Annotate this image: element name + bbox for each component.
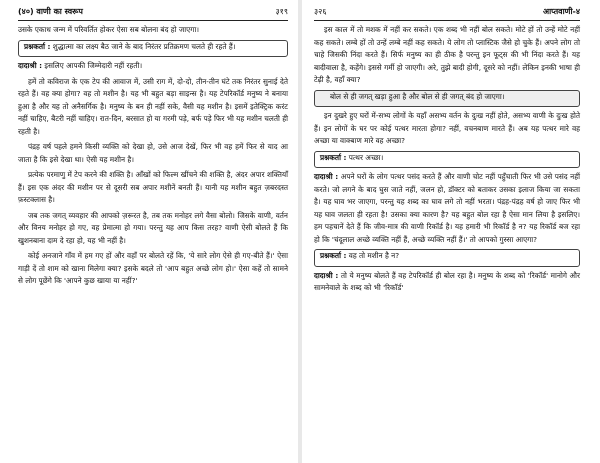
left-paragraph-2: हमें तो कविराज के एक टेप की आवाज में, उसी राग में, दो-दो, तीन-तीन घंटे तक निरंतर सुनाई देते रहते हैं। वह क्या होगा? वह तो मशीन है। यह भी बहुत बड़ा साइन्स है। यह टेपरिकॉर्ड मनुष्य ने बनाया हुआ है और यह तो अनैसर्गिक है। मनुष्य के बन ही नहीं सके, वैसी यह मशीन है। इसमें इतेक्ट्रिक करंट नहीं चाहिए, बैटरी नहीं चाहिए। रात-दिन, बरसात हो या गरमी पड़े, बर्फ पड़े फिर भी यह मशीन चलती ही रहती है। [18,76,288,136]
right-q2-text: वह तो मशीन है न? [348,251,400,260]
left-paragraph-6: कोई अनजाने गाँव में हम गए हों और वहाँ पर बोलते रहें कि, 'ये सारे लोग ऐसे ही गए-बीते हैं।' ऐसा गाड़ी दें तो शाम को खाना मिलेगा क्या? इसके बदले तो 'आप बहुत अच्छे लोग हो।' ऐसा कहें तो सामने से लोग पूछेंगे कि 'आपने कुछ खाया या नहीं?' [18,251,288,285]
right-page-header [314,6,580,21]
left-page-body [18,24,288,288]
right-question-box-1 [314,151,580,169]
right-a2-text: तो ये मनुष्य बोलते हैं वह टेपरिकॉर्ड ही बोल रहा है। मनुष्य के शब्द को 'रिकॉर्ड' मानोगे और सामनेवाले के शब्द को भी 'रिकॉर्ड' [314,270,580,292]
left-page [0,0,296,463]
book-gutter [298,0,302,463]
left-header-title: (४०) वाणी का स्वरूप [18,7,83,16]
left-paragraph-3: पंद्रह वर्ष पहले हमने किसी व्यक्ति को देखा हो, उसे आज देखें, फिर भी वह हमें फिर से याद आ जाता है कि इसे देखा था। ऐसी यह मशीन है। [18,142,288,164]
left-page-header [18,6,288,21]
left-page-number: ३१९ [275,7,288,16]
right-q1-text: पत्थर अच्छा। [348,152,384,162]
right-question-box-2 [314,249,580,267]
right-page-body [314,24,580,295]
left-paragraph-1: उसके एकाध जन्म में परिवर्तित होकर ऐसा सब बोलना बंद हो जाएगा। [18,25,199,34]
right-a1-speaker: दादाश्री : [314,172,339,181]
right-highlight-text: बोल से ही जगत् खड़ा हुआ है और बोल से ही जगत् बंद हो जाएगा। [330,91,505,101]
left-q1-text: शुद्धात्मा का लक्ष्य बैठ जाने के बाद निरंतर प्रतिक्रमण चलते ही रहते हैं। [52,41,236,51]
right-page [304,0,600,463]
right-highlight-box [314,90,580,108]
right-q2-speaker: प्रश्नकर्ता : [320,251,347,260]
left-q1-speaker: प्रश्नकर्ता : [24,41,51,51]
left-question-box-1 [18,40,288,58]
right-paragraph-2: इन दुखरे हुए घरों में-सभ्य लोगों के यहाँ असभ्य वर्तन के दुःख नहीं होते, असभ्य वाणी के दुःख होते हैं। इन लोगों के घर पर कोई पत्थर मारता होगा? नहीं, वचनबाण मारते हैं। अब यह पत्थर मारे वह अच्छा या वाक्बाण मारे वह अच्छा? [314,111,580,145]
left-a1-text: इसलिए आपकी जिम्मेदारी नहीं रहती। [44,61,143,70]
right-page-number: ३२६ [314,7,327,16]
left-a1-speaker: दादाश्री : [18,61,43,70]
left-paragraph-5: जब तक जगत् व्यवहार की आपको ज़रूरत है, तब तक मनोहर लगे वैसा बोलो। जिसके वाणी, वर्तन और विनय मनोहर हो गए, वह प्रेमात्मा हो गया। परन्तु यह आप किस तरह? वाणी ऐसी बोलते हैं कि खुशनबाना दाम दे रहा हो, यह भी नहीं है। [18,210,288,245]
left-paragraph-4: प्रत्येक परमाणु में टेप करने की शक्ति है। आँखों को फिल्म खींचने की शक्ति है, अंदर अपार शक्तियाँ हैं। इस एक अंदर की मशीन पर से दूसरी सब अपार मशीनें बनती हैं। यानी यह मशीन बहुत ज़बरदस्त फ़स्टक्लास है। [18,170,288,204]
right-a2-speaker: दादाश्री : [314,270,339,280]
right-header-title: आप्तवाणी-४ [542,7,580,16]
right-a1-text: अपने घरों के लोग पत्थर पसंद करते हैं और वाणी चोट नहीं पहुँचाती फिर भी उसे पसंद नहीं करते। जो लगने के बाद घुस जाते नहीं, जलन हो, डॉक्टर को बताकर उसका इलाज किया जा सकता है। यह घाव भर जाएगा, परन्तु यह शब्द का घाव लगे तो नहीं भरता। पंद्रह-पंद्रह वर्ष हो जाए फिर भी यह घाव जलता ही रहता है! उसका क्या कारण है? यह बहुत बोल रहा है ऐसा मान लिया है इसलिए। हम पहचानें देते हैं कि जीव-मात्र की वाणी रिकॉर्ड है। यह हमारी भी रिकॉर्ड है न? यह रिकॉर्ड बज रहा हो कि 'चंदूलाल अच्छे व्यक्ति नहीं हैं, अच्छे व्यक्ति नहीं हैं।' तो आपको गुस्सा आएगा? [314,172,580,244]
right-q1-speaker: प्रश्नकर्ता : [320,152,347,162]
right-paragraph-1: इस काल में तो मशक में नहीं कर सकते। एक शब्द भी नहीं बोल सकते। मोटे हों तो उन्हें मोटे नहीं कह सकते। लम्बे हों तो उन्हें लम्बे नहीं कह सकते। ये लोग तो प्लास्टिक जैसे हो चुके हैं। अपने लोग तो चाहे जिसकी निंदा करते हैं। सिर्फ मनुष्य का ही ठीक है परन्तु इन फूट्स की भी निंदा करते हैं। यह बादीवाला है, कहेंगे। इससे गर्मी हो जाएगी। अरे, तुझे बादी होगी, दूसरे को नहीं। लेकिन इनकी भाषा ही टेढ़ी है, वहाँ क्या? [314,25,580,84]
